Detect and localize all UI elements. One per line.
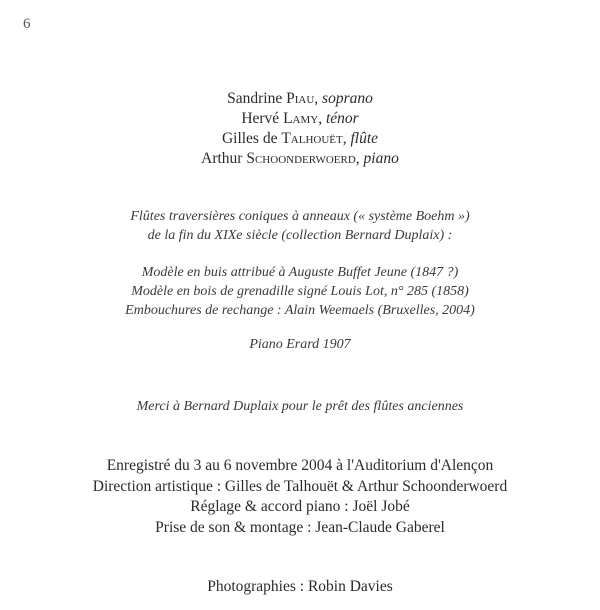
page-number: 6 — [23, 16, 31, 32]
performer-first-name: Gilles de — [221, 130, 282, 147]
photo-credit: Photographies : Robin Davies — [207, 578, 393, 595]
flute-models — [0, 263, 600, 320]
recording-line: Réglage & accord piano : Joël Jobé — [190, 498, 410, 515]
performer-last-name: Piau — [286, 90, 315, 107]
performer-line: Gilles de Talhouët, flûte — [221, 130, 379, 147]
flutes-line: Flûtes traversières coniques à anneaux (« système Boehm ») — [130, 209, 470, 224]
acknowledgement: Merci à Bernard Duplaix pour le prêt des flûtes anciennes — [136, 399, 464, 414]
performer-credits — [0, 89, 600, 169]
performer-last-name: Schoonderwoerd — [246, 150, 356, 167]
flutes-line: de la fin du XIXe siècle (collection Bernard Duplaix) : — [147, 228, 453, 243]
recording-credits — [0, 456, 600, 538]
performer-first-name: Hervé — [241, 110, 284, 127]
performer-last-name: Talhouët — [281, 130, 343, 147]
performer-role: flûte — [350, 130, 379, 147]
performer-role: soprano — [322, 90, 373, 107]
model-line: Modèle en buis attribué à Auguste Buffet Jeune (1847 ?) — [141, 265, 459, 280]
piano-info: Piano Erard 1907 — [249, 337, 351, 352]
performer-first-name: Sandrine — [227, 90, 287, 107]
performer-last-name: Lamy — [283, 110, 319, 127]
performer-role: piano — [363, 150, 399, 167]
model-line: Modèle en bois de grenadille signé Louis Lot, n° 285 (1858) — [131, 284, 469, 299]
recording-line: Enregistré du 3 au 6 novembre 2004 à l'Auditorium d'Alençon — [106, 457, 494, 474]
performer-line: Hervé Lamy, ténor — [241, 110, 359, 127]
performer-line: Arthur Schoonderwoerd, piano — [201, 150, 399, 167]
model-line: Embouchures de rechange : Alain Weemaels (Bruxelles, 2004) — [125, 303, 475, 318]
flutes-description — [0, 207, 600, 245]
recording-line: Direction artistique : Gilles de Talhouët & Arthur Schoonderwoerd — [92, 477, 508, 495]
performer-role: ténor — [325, 110, 359, 127]
performer-line: Sandrine Piau, soprano — [227, 90, 373, 107]
performer-first-name: Arthur — [201, 150, 247, 167]
recording-line: Prise de son & montage : Jean-Claude Gaberel — [155, 518, 445, 536]
